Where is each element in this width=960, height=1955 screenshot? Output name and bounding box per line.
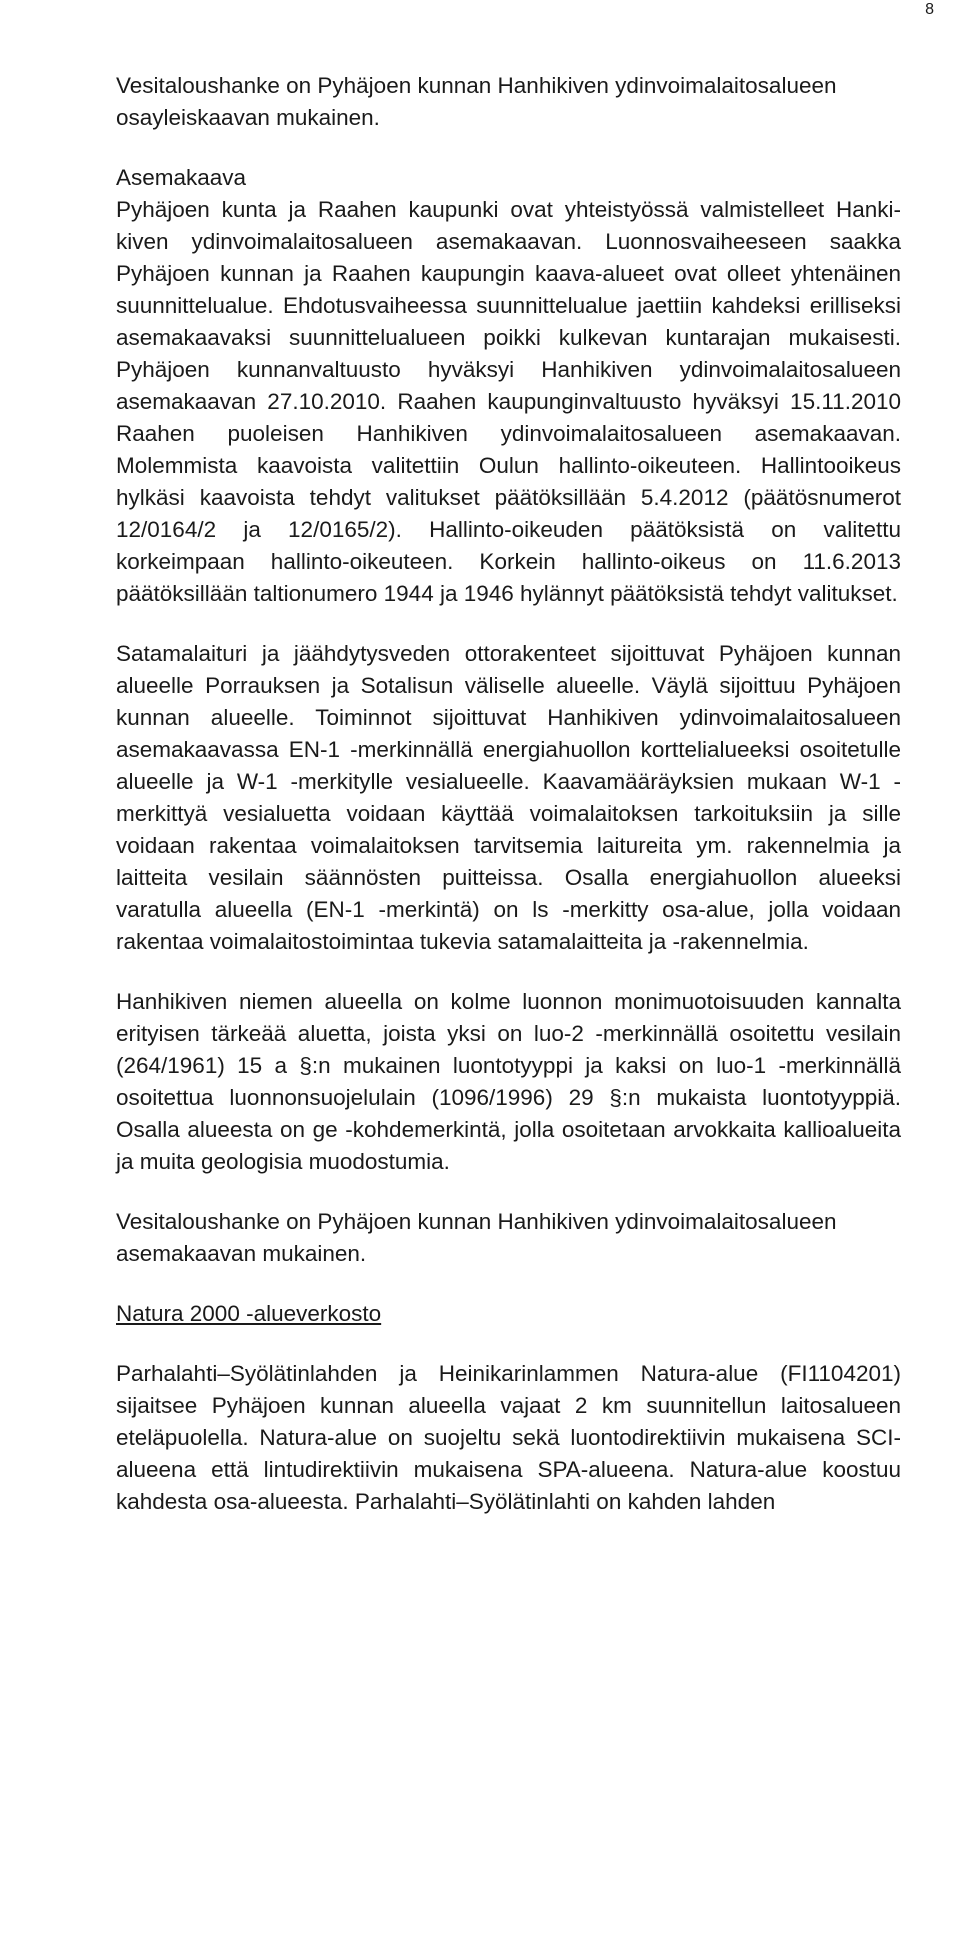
natura-paragraph-1: Parhalahti–Syölätinlahden ja Heinikarinlammen Natura-alue (FI1104201) sijaitsee Pyhäjoen kunnan alueella vajaat 2 km suunnitellun laitosalueen eteläpuolella. Natura-alue on suojeltu sekä luontodirektiivin mukaisena SCI-alueena että lintudirektiivin mukaisena SPA-alueena. Natura-alue koostuu kahdesta osa-alueesta. Parhalahti–Syölätinlahti on kahden lahden [116,1361,901,1514]
asemakaava-paragraph-3: Hanhikiven niemen alueella on kolme luonnon monimuotoisuuden kannalta erityisen tärkeää aluetta, joista yksi on luo-2 -merkinnällä osoitettu vesilain (264/1961) 15 a §:n mukainen luontotyyppi ja kaksi on luo-1 -merkinnällä osoitettua luonnonsuojelulain (1096/1996) 29 §:n mukaista luontotyyppiä. Osalla alueesta on ge -kohdemerkintä, jolla osoitetaan arvokkaita kallioalueita ja muita geologisia muodostumia. [116,989,901,1174]
document-body [116,70,901,1546]
asemakaava-paragraph-1: Pyhäjoen kunta ja Raahen kaupunki ovat yhteistyössä valmistelleet Hankikiven ydinvoimalaitosalueen asemakaavan. Luonnosvaiheeseen saakka Pyhäjoen kunnan ja Raahen kaupungin kaava-alueet ovat olleet yhtenäinen suunnittelualue. Ehdotusvaiheessa suunnittelualue jaettiin kahdeksi erilliseksi asemakaavaksi suunnittelualueen poikki kulkevan kuntarajan mukaisesti. Pyhäjoen kunnanvaltuusto hyväksyi Hanhikiven ydinvoimalaitosalueen asemakaavan 27.10.2010. Raahen kaupunginvaltuusto hyväksyi 15.11.2010 Raahen puoleisen Hanhikiven ydinvoimalaitosalueen asemakaavan. Molemmista kaavoista valitettiin Oulun hallinto-oikeuteen. Hallintooikeus hylkäsi kaavoista tehdyt valitukset päätöksillään 5.4.2012 (päätösnumerot 12/0164/2 ja 12/0165/2). Hallinto-oikeuden päätöksistä on valitettu korkeimpaan hallinto-oikeuteen. Korkein hallinto-oikeus on 11.6.2013 päätöksillään taltionumero 1944 ja 1946 hylännyt päätöksistä tehdyt valitukset. [116,197,901,606]
asemakaava-paragraph-2: Satamalaituri ja jäähdytysveden ottorakenteet sijoittuvat Pyhäjoen kunnan alueelle Porrauksen ja Sotalisun väliselle alueelle. Väylä sijoittuu Pyhäjoen kunnan alueelle. Toiminnot sijoittuvat Hanhikiven ydinvoimalaitosalueen asemakaavassa EN-1 -merkinnällä energiahuollon korttelialueeksi osoitetulle alueelle ja W-1 -merkitylle vesialueelle. Kaavamääräyksien mukaan W-1 -merkittyä vesialuetta voidaan käyttää voimalaitoksen tarkoituksiin ja sille voidaan rakentaa voimalaitoksen tarvitsemia laitureita ym. rakennelmia ja laitteita vesilain säännösten puitteissa. Osalla energiahuollon alueeksi varatulla alueella (EN-1 -merkintä) on ls -merkitty osa-alue, jolla voidaan rakentaa voimalaitostoimintaa tukevia satamalaitteita ja -rakennelmia. [116,641,901,954]
section-heading-asemakaava: Asemakaava [116,165,247,190]
page-number: 8 [925,1,934,18]
intro-paragraph: Vesitaloushanke on Pyhäjoen kunnan Hanhikiven ydinvoimalaitosalueen osayleiskaavan mukainen. [116,73,837,130]
section-heading-natura: Natura 2000 -alueverkosto [116,1301,382,1326]
asemakaava-paragraph-4: Vesitaloushanke on Pyhäjoen kunnan Hanhikiven ydinvoimalaitosalueen asemakaavan mukainen. [116,1209,837,1266]
